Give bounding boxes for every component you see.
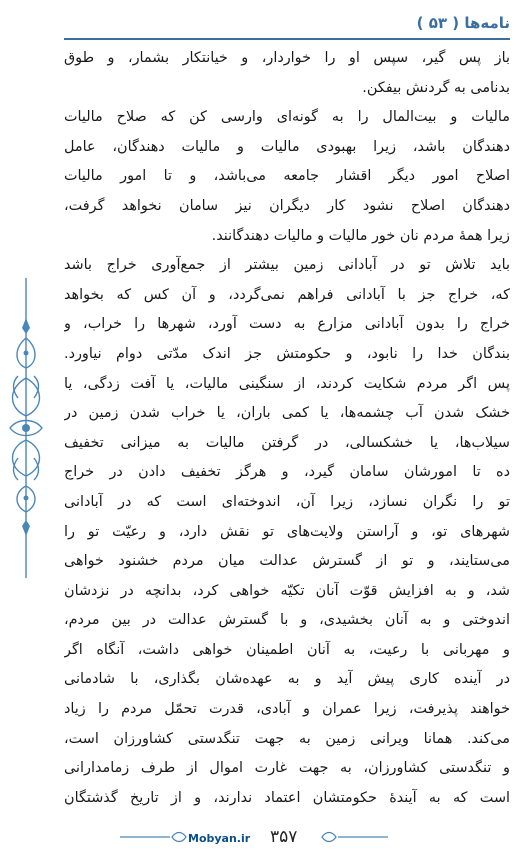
- text-line: بدنامی به گردنش بیفکن.: [362, 79, 510, 96]
- page-number: ۳۵۷: [270, 827, 298, 847]
- text-line: می‌ستایند، و تو از گسترش عدالت میان مردم خشنود خواهی: [64, 553, 510, 570]
- text-line: خراج را بدون آبادانی مزارع به دست آورد، شهرها را خراب، و: [64, 316, 510, 333]
- text-line: تو را نگران نسازد، زیرا آن، اندوخته‌ای است که در آبادانی: [64, 493, 510, 510]
- site-watermark: Mobyan.ir: [188, 832, 251, 845]
- footer-ornament-right-icon: [318, 829, 388, 845]
- body-text: [64, 44, 510, 813]
- text-line: اصلاح امور دیگر اقشار جامعه می‌باشد، و تا امور مالیات: [64, 168, 510, 185]
- text-line: باید تلاش تو در آبادانی زمین بیشتر از جمع‌آوری خراج باشد: [64, 257, 510, 274]
- text-line: که، خراج جز با آبادانی فراهم نمی‌گردد، و آن کس که بخواهد: [64, 286, 510, 303]
- text-line: می‌کند. همانا ویرانی زمین به جهت تنگدستی کشاورزان است،: [64, 730, 510, 747]
- text-line: و تنگدستی کشاورزان، به جهت غارت اموال از طرف زمامدارانی: [64, 760, 510, 777]
- text-line: در آینده کاری پیش آید و به عهده‌شان بگذاری، با شادمانی: [64, 671, 510, 688]
- page-footer: [0, 823, 520, 849]
- text-line: بندگان خدا را نابود، و حکومتش جز اندک مدّتی دوام نیاورد.: [64, 345, 510, 362]
- chapter-title: نامه‌ها ( ۵۳ ): [416, 14, 510, 32]
- text-line: شد، و به افزایش قوّت آنان تکیّه خواهی کرد، بدانچه در نزدشان: [64, 582, 510, 599]
- header-divider: [64, 38, 510, 40]
- decorative-ornament-icon: [4, 278, 48, 578]
- text-line: شهرهای تو، و آراستن ولایت‌های تو نقش دارد، و رعیّت تو را: [64, 523, 510, 540]
- text-line: دهندگان اصلاح نشود کار دیگران نیز سامان نخواهد گرفت،: [64, 197, 510, 214]
- text-line: پس اگر مردم شکایت کردند، از سنگینی مالیات، یا آفت زدگی، یا: [64, 375, 510, 392]
- text-line: است که به آیندهٔ حکومتشان اعتماد ندارند، و از تاریخ گذشتگان: [64, 789, 510, 806]
- text-line: مالیات و بیت‌المال را به گونه‌ای وارسی کن که صلاح مالیات: [64, 109, 510, 126]
- text-line: سیلاب‌ها، یا خشکسالی، در گرفتن مالیات به میزانی تخفیف: [64, 434, 510, 451]
- text-line: و مهربانی با رعیت، به آنان اطمینان خواهی داشت، آنگاه اگر: [64, 641, 510, 658]
- text-line: اندوختی و به آنان بخشیدی، و با گسترش عدالت در بین مردم،: [64, 612, 510, 629]
- text-line: ده تا امورشان سامان گیرد، و هرگز تخفیف دادن در خراج: [64, 464, 510, 481]
- text-line: خشک شدن آب چشمه‌ها، یا کمی باران، یا خراب شدن زمین در: [64, 405, 510, 422]
- text-line: باز پس گیر، سپس او را خواردار، و خیانتکار بشمار، و طوق: [64, 50, 510, 66]
- text-line: خواهند پذیرفت، زیرا عمران و آبادی، قدرت تحمّل مردم را زیاد: [64, 701, 510, 718]
- page-header: [64, 8, 510, 38]
- text-line: زیرا همهٔ مردم نان خور مالیات و مالیات دهندگانند.: [211, 227, 510, 244]
- footer-ornament-left-icon: [120, 829, 190, 845]
- text-line: دهندگان باشد، زیرا بهبودی مالیات و مالیات دهندگان، عامل: [64, 138, 510, 155]
